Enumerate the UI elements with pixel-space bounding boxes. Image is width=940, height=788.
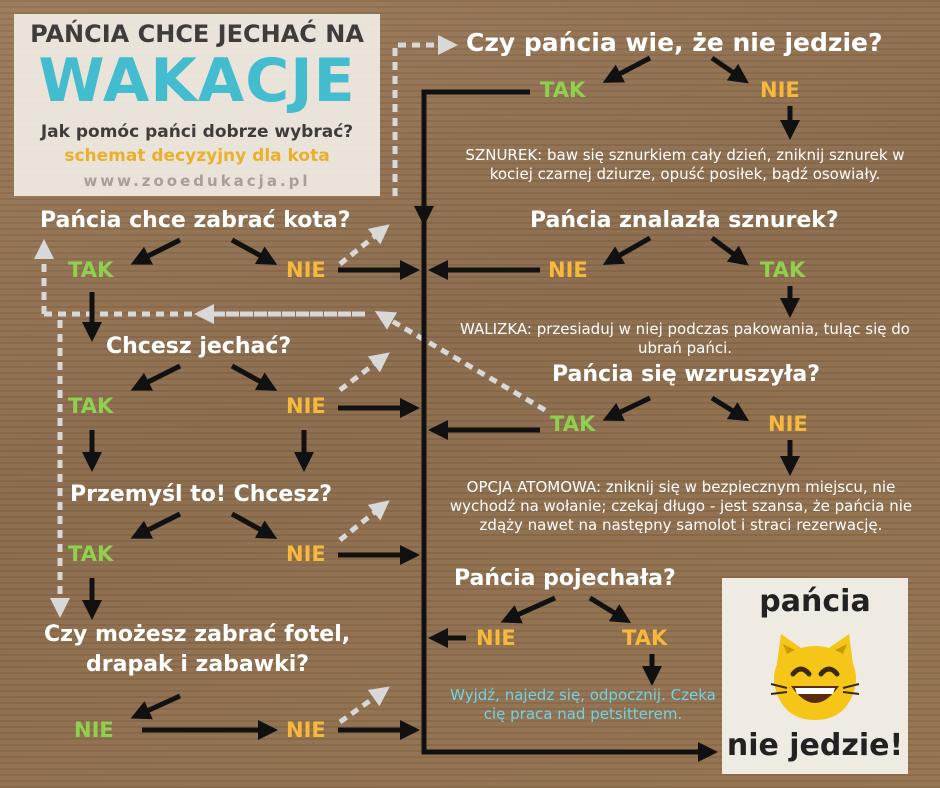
question-znalazla-sznurek: Pańcia znalazła sznurek? (530, 208, 839, 233)
title-question: Jak pomóc pańci dobrze wybrać? (40, 122, 354, 142)
answer-nie-zabrac: NIE (286, 258, 326, 282)
website-url: www.zooedukacja.pl (83, 172, 311, 190)
answer-nie-sznurek: NIE (548, 258, 588, 282)
question-przemysl: Przemyśl to! Chcesz? (70, 482, 333, 507)
question-fotel-line-1: Czy możesz zabrać fotel, (44, 622, 351, 647)
grinning-cat-icon (767, 628, 863, 724)
result-box (722, 578, 908, 774)
question-pojechala: Pańcia pojechała? (454, 566, 676, 591)
question-fotel-line-2: drapak i zabawki? (86, 652, 310, 677)
result-top-text: pańcia (759, 584, 871, 619)
title-line-1: PAŃCIA CHCE JECHAĆ NA (30, 20, 364, 48)
result-bottom-text: nie jedzie! (726, 728, 904, 763)
answer-nie-wzruszyla: NIE (768, 412, 808, 436)
title-subtitle: schemat decyzyjny dla kota (64, 146, 330, 166)
answer-nie-przemysl: NIE (286, 542, 326, 566)
answer-tak-zabrac: TAK (68, 258, 114, 282)
answer-nie-fotel-left: NIE (74, 718, 114, 742)
answer-tak-jechac: TAK (68, 394, 114, 418)
answer-tak-wzruszyla: TAK (550, 412, 596, 436)
answer-nie-wie: NIE (760, 78, 800, 102)
answer-nie-jechac: NIE (286, 394, 326, 418)
answer-tak-wie: TAK (540, 78, 586, 102)
question-chce-zabrac-kota: Pańcia chce zabrać kota? (40, 208, 351, 233)
question-wie-ze-nie-jedzie: Czy pańcia wie, że nie jedzie? (466, 28, 883, 57)
answer-nie-fotel-right: NIE (286, 718, 326, 742)
description-walizka: WALIZKA: przesiaduj w niej podczas pakowania, tuląc się do ubrań pańci. (460, 320, 910, 357)
question-wzruszyla: Pańcia się wzruszyła? (552, 362, 820, 387)
description-wyjdz: Wyjdź, najedz się, odpocznij. Czeka cię praca nad petsitterem. (450, 686, 716, 723)
title-wakacje: WAKACJE (38, 46, 356, 116)
answer-tak-przemysl: TAK (68, 542, 114, 566)
title-box (14, 14, 380, 196)
description-opcja-atomowa: OPCJA ATOMOWA: zniknij się w bezpiecznym miejscu, nie wychodź na wołanie; czekaj długo - jest szansa, że pańcia nie zdąży nawet na następny samolot i straci rezerwację. (449, 478, 913, 534)
answer-tak-pojechala: TAK (622, 626, 668, 650)
answer-nie-pojechala: NIE (476, 626, 516, 650)
answer-tak-sznurek: TAK (760, 258, 806, 282)
description-sznurek: SZNUREK: baw się sznurkiem cały dzień, zniknij sznurek w kociej czarnej dziurze, opuść posiłek, bądź osowiały. (465, 146, 905, 183)
question-chcesz-jechac: Chcesz jechać? (106, 334, 292, 359)
